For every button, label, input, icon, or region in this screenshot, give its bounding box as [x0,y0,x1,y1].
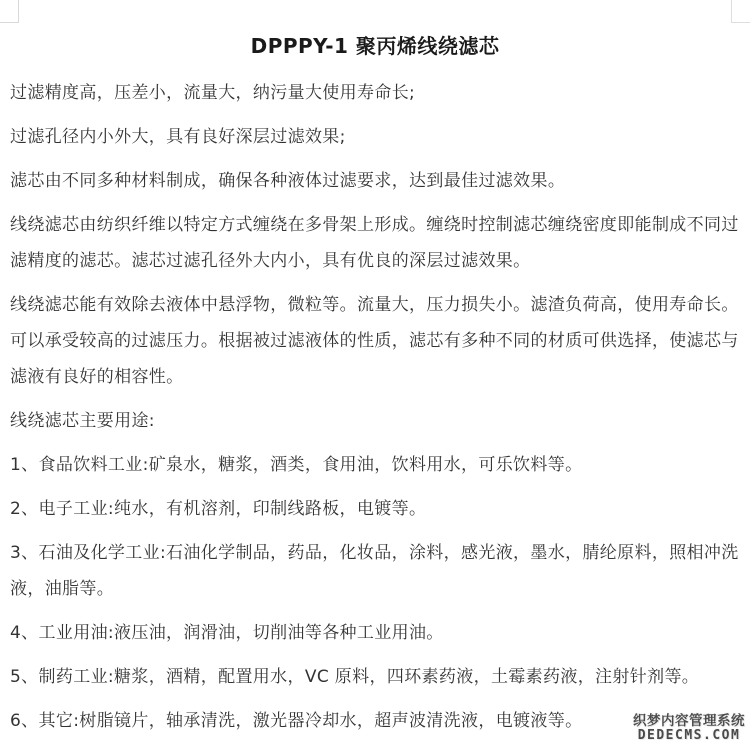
watermark-chinese-line: 织梦内容管理系统 [633,712,745,729]
page-title: DPPPY-1 聚丙烯线绕滤芯 [250,34,500,58]
usage-item-electronics: 2、电子工业:纯水，有机溶剂，印制线路板，电镀等。 [10,499,427,519]
paragraph-winding-process: 线绕滤芯由纺织纤维以特定方式缠绕在多骨架上形成。缠绕时控制滤芯缠绕密度即能制成不同过滤精度的滤芯。滤芯过滤孔径外大内小，具有优良的深层过滤效果。 [10,215,739,271]
usage-item-pharmaceutical: 5、制药工业:糖浆，酒精，配置用水，VC 原料，四环素药液，土霉素药液，注射针剂等。 [10,667,700,687]
usage-item-other: 6、其它:树脂镜片，轴承清洗，激光器冷却水，超声波清洗液，电镀液等。 [10,711,583,731]
usage-item-industrial-oil: 4、工业用油:液压油，润滑油，切削油等各种工业用油。 [10,623,444,643]
usage-item-food-beverage: 1、食品饮料工业:矿泉水，糖浆，酒类，食用油，饮料用水，可乐饮料等。 [10,455,583,475]
paragraph-filtration-precision: 过滤精度高，压差小，流量大，纳污量大使用寿命长; [10,83,416,103]
paragraph-pore-size: 过滤孔径内小外大，具有良好深层过滤效果; [10,127,346,147]
paragraph-materials: 滤芯由不同多种材料制成，确保各种液体过滤要求，达到最佳过滤效果。 [10,171,566,191]
usage-heading: 线绕滤芯主要用途: [10,411,155,431]
usage-item-petro-chemical: 3、石油及化学工业:石油化学制品，药品，化妆品，涂料，感光液，墨水，腈纶原料，照相冲洗液，油脂等。 [10,543,739,599]
watermark-domain-line: DEDECMS.COM [637,728,741,744]
page-margin-crop-mark-top-right [731,0,750,23]
page-margin-crop-mark-top-left [0,0,19,23]
document-body [0,59,750,739]
paragraph-performance: 线绕滤芯能有效除去液体中悬浮物，微粒等。流量大，压力损失小。滤渣负荷高，使用寿命长。可以承受较高的过滤压力。根据被过滤液体的性质，滤芯有多种不同的材质可供选择，使滤芯与滤液有良好的相容性。 [10,295,739,387]
dedecms-watermark [633,714,745,744]
